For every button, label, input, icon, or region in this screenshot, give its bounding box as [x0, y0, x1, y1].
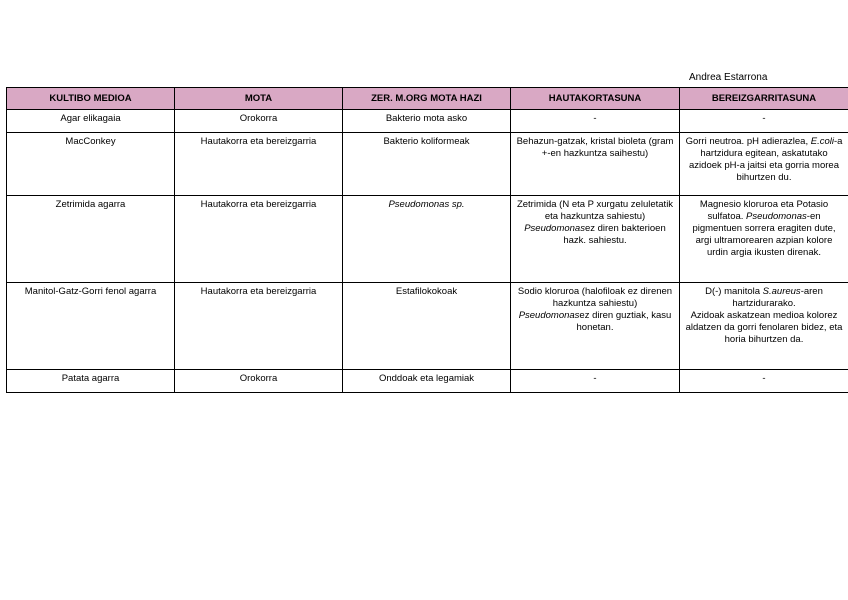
text: -a hartzidura egitean, askatutako azidoek pH-a jaitsi eta gorria morea bihurtzen du. [689, 136, 843, 183]
table-row [7, 133, 848, 196]
cell-organisms: Bakterio koliformeak [343, 133, 511, 196]
cell-medium: Agar elikagaia [7, 110, 175, 133]
cell-type: Orokorra [175, 370, 343, 393]
cell-medium: Zetrimida agarra [7, 196, 175, 283]
italic-text: S.aureus [762, 286, 801, 297]
cell-selectivity: - [511, 370, 680, 393]
text: D(-) manitola [705, 286, 761, 297]
cell-differential [680, 133, 848, 196]
cell-differential: - [680, 110, 848, 133]
header-medium: KULTIBO MEDIOA [7, 88, 175, 110]
cell-medium: MacConkey [7, 133, 175, 196]
cell-differential: - [680, 370, 848, 393]
italic-text: Pseudomonas [746, 211, 807, 222]
cell-type: Hautakorra eta bereizgarria [175, 196, 343, 283]
table-row [7, 283, 848, 370]
italic-text: Pseudomonas [524, 223, 585, 234]
cell-organisms: Onddoak eta legamiak [343, 370, 511, 393]
cell-differential [680, 196, 848, 283]
table-header-row [7, 88, 848, 110]
cell-organisms: Pseudomonas sp. [343, 196, 511, 283]
text: Zetrimida (N eta P xurgatu zeluletatik eta hazkuntza sahiestu) [516, 199, 674, 222]
header-organisms: ZER. M.ORG MOTA HAZI [343, 88, 511, 110]
cell-type: Hautakorra eta bereizgarria [175, 283, 343, 370]
text: Azidoak askatzean medioa kolorez aldatzen da gorri fenolaren bidez, eta horia bihurtzen da. [685, 310, 843, 345]
cell-differential [680, 283, 848, 370]
cell-medium: Patata agarra [7, 370, 175, 393]
text: Sodio kloruroa (halofiloak ez direnen hazkuntza sahiestu) [517, 286, 673, 309]
text: Gorri neutroa. pH adierazlea, [685, 136, 809, 147]
cell-selectivity: Behazun-gatzak, kristal bioleta (gram +-en hazkuntza saihestu) [511, 133, 680, 196]
cell-medium: Manitol-Gatz-Gorri fenol agarra [7, 283, 175, 370]
header-type: MOTA [175, 88, 343, 110]
table-row [7, 196, 848, 283]
italic-text: E.coli [810, 136, 834, 147]
cell-selectivity [511, 196, 680, 283]
header-selectivity: HAUTAKORTASUNA [511, 88, 680, 110]
cell-selectivity: - [511, 110, 680, 133]
culture-media-table [6, 87, 848, 393]
header-differential: BEREIZGARRITASUNA [680, 88, 848, 110]
cell-organisms: Estafilokokoak [343, 283, 511, 370]
cell-type: Hautakorra eta bereizgarria [175, 133, 343, 196]
text: ez diren guztiak, kasu honetan. [576, 310, 672, 333]
cell-organisms: Bakterio mota asko [343, 110, 511, 133]
text: ez diren bakterioen hazk. sahiestu. [563, 223, 666, 246]
cell-type: Orokorra [175, 110, 343, 133]
text: -aren hartzidurarako. [732, 286, 823, 309]
text: Magnesio kloruroa eta Potasio sulfatoa. [699, 199, 829, 222]
italic-text: Pseudomonas [518, 310, 580, 321]
table-row [7, 110, 848, 133]
cell-selectivity [511, 283, 680, 370]
text: -en pigmentuen sorrera eragiten dute, argi ultramorearen azpian kolore urdin argia ikusten direnak. [692, 211, 836, 258]
table-row [7, 370, 848, 393]
author-name: Andrea Estarrona [689, 72, 768, 83]
